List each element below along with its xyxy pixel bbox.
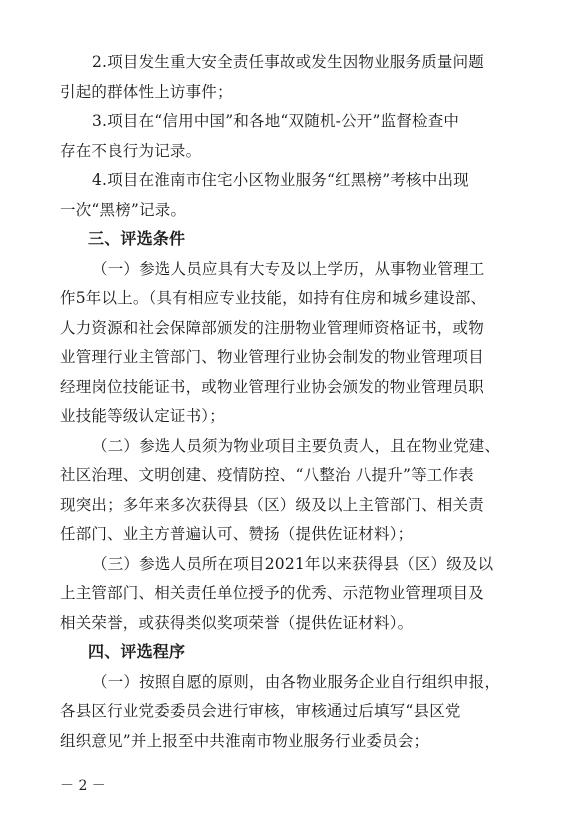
paragraph-line: 现突出；多年来多次获得县（区）级及以上主管部门、相关责 [60,495,484,514]
page-number: － 2 － [60,778,106,794]
paragraph-line: 经理岗位技能证书，或物业管理行业协会颁发的物业管理员职 [60,377,484,396]
paragraph-line: （二）参选人员须为物业项目主要负责人，且在物业党建、 [92,436,501,455]
paragraph-line: 存在不良行为记录。 [60,141,202,160]
paragraph-line: （一）按照自愿的原则，由各物业服务企业自行组织申报， [92,672,501,691]
paragraph-line: 任部门、业主方普遍认可、赞扬（提供佐证材料）； [60,525,414,543]
paragraph-line: （三）参选人员所在项目2021年以来获得县（区）级及以 [92,554,494,573]
paragraph-line: 上主管部门、相关责任单位授予的优秀、示范物业管理项目及 [60,584,484,602]
paragraph-line: 人力资源和社会保障部颁发的注册物业管理师资格证书，或物 [60,318,484,337]
paragraph-line: 组织意见”并上报至中共淮南市物业服务行业委员会； [60,731,430,750]
section-heading: 四、评选程序 [88,642,186,661]
paragraph-line: 一次“黑榜”记录。 [60,200,187,219]
paragraph-line: 业管理行业主管部门、物业管理行业协会制发的物业管理项目 [60,348,484,366]
paragraph-line: 相关荣誉，或获得类似奖项荣誉（提供佐证材料）。 [60,613,414,632]
paragraph-line: 2.项目发生重大安全责任事故或发生因物业服务质量问题 [92,53,484,71]
paragraph-line: （一）参选人员应具有大专及以上学历，从事物业管理工 [92,259,485,278]
paragraph-line: 业技能等级认定证书）； [60,407,225,425]
paragraph-line: 引起的群体性上访事件； [60,82,233,101]
paragraph-line: 社区治理、文明创建、疫情防控、“八整治 八提升”等工作表 [60,466,474,484]
paragraph-line: 3.项目在“信用中国”和各地“双随机-公开”监督检查中 [92,112,460,130]
paragraph-line: 各县区行业党委委员会进行审核，审核通过后填写“县区党 [60,702,461,720]
paragraph-line: 作5年以上。（具有相应专业技能，如持有住房和城乡建设部、 [60,289,487,307]
section-heading: 三、评选条件 [88,229,186,248]
paragraph-line: 4.项目在淮南市住宅小区物业服务“红黑榜”考核中出现 [92,171,469,189]
